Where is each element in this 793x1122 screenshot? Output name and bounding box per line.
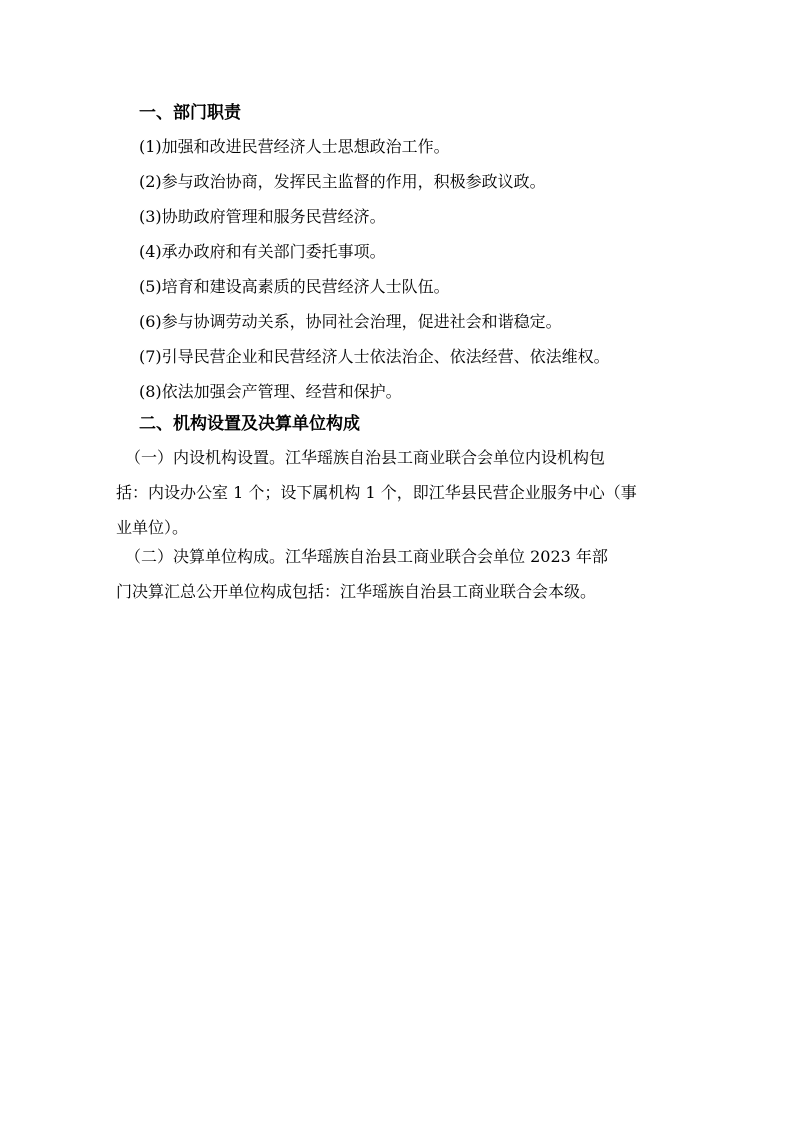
section-heading-organization: 二、机构设置及决算单位构成 [139, 414, 360, 434]
section-heading-department-duties: 一、部门职责 [139, 103, 241, 123]
paragraph-line: （二）决算单位构成。江华瑶族自治县工商业联合会单位 2023 年部 [125, 547, 608, 566]
duty-item-2: (2)参与政治协商，发挥民主监督的作用，积极参政议政。 [139, 172, 546, 191]
page-content [116, 103, 699, 611]
paragraph-line: 业单位）。 [116, 518, 189, 537]
duty-item-5: (5)培育和建设高素质的民营经济人士队伍。 [139, 277, 450, 296]
paragraph-internal-structure [116, 440, 699, 545]
paragraph-line: （一）内设机构设置。江华瑶族自治县工商业联合会单位内设机构包 [125, 448, 606, 467]
duty-item-1: (1)加强和改进民营经济人士思想政治工作。 [139, 137, 450, 156]
paragraph-line: 括：内设办公室 1 个；设下属机构 1 个，即江华县民营企业服务中心（事 [116, 483, 637, 502]
duty-item-4: (4)承办政府和有关部门委托事项。 [139, 242, 386, 261]
duty-item-7: (7)引导民营企业和民营经济人士依法治企、依法经营、依法维权。 [139, 347, 610, 366]
paragraph-line: 门决算汇总公开单位构成包括：江华瑶族自治县工商业联合会本级。 [116, 582, 597, 601]
paragraph-accounting-units [116, 539, 699, 609]
duty-item-8: (8)依法加强会产管理、经营和保护。 [139, 382, 402, 401]
duty-item-6: (6)参与协调劳动关系，协同社会治理，促进社会和谐稳定。 [139, 312, 562, 331]
duty-item-3: (3)协助政府管理和服务民营经济。 [139, 207, 386, 226]
